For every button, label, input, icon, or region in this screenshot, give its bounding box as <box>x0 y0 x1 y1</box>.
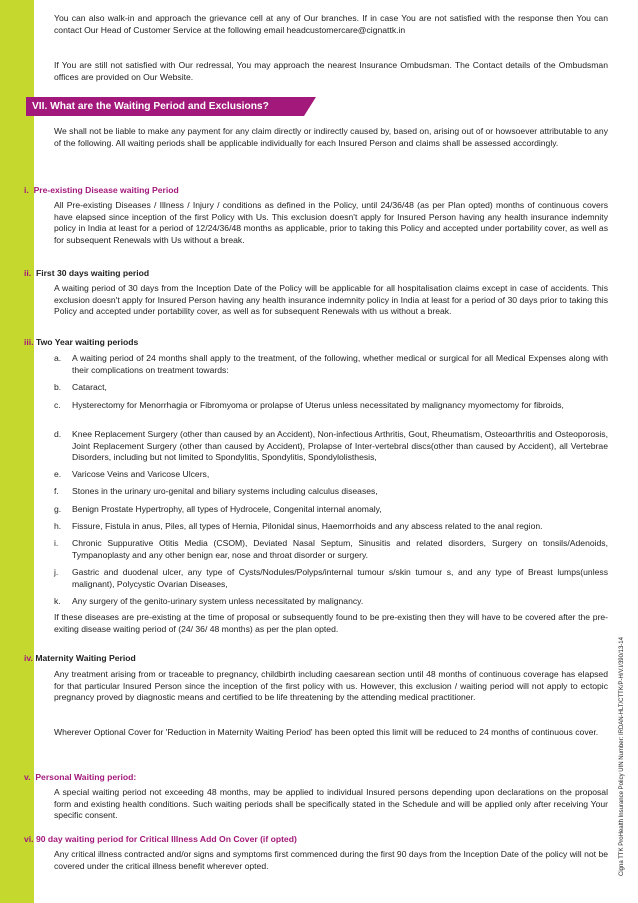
list-item-i <box>54 538 608 561</box>
heading-vi-title: 90 day waiting period for Critical Illness Add On Cover (if opted) <box>35 834 297 844</box>
maternity-text-2: Wherever Optional Cover for 'Reduction in Maternity Waiting Period' has been opted this limit will be reduced to 24 months of continuous cover. <box>54 727 599 737</box>
heading-iv-number: iv. <box>24 653 33 663</box>
list-text: A waiting period of 24 months shall apply to the treatment, of the following, whether medical or surgical for all Medical Expenses along with their complications on treatment towards: <box>72 353 608 375</box>
heading-iii-title: Two Year waiting periods <box>35 337 139 347</box>
list-marker: d. <box>54 429 62 439</box>
heading-v-title: Personal Waiting period: <box>35 772 137 782</box>
list-item-k <box>54 596 608 608</box>
list-text: Chronic Suppurative Otitis Media (CSOM), Deviated Nasal Septum, Sinusitis and related disorders, Surgery on tonsils/Adenoids, Tympanoplasty and any other benign ear, nose and throat disorder or surgery. <box>72 538 608 560</box>
list-marker: a. <box>54 353 62 363</box>
list-text: Stones in the urinary uro-genital and biliary systems including calculus diseases, <box>72 486 378 496</box>
heading-v <box>24 772 136 784</box>
list-marker: j. <box>54 567 59 577</box>
heading-ii <box>24 268 149 280</box>
list-item-b <box>54 382 608 394</box>
list-item-j <box>54 567 608 590</box>
heading-ii-number: ii. <box>24 268 32 278</box>
maternity-text-1: Any treatment arising from or traceable to pregnancy, childbirth including caesarean section until 48 months of continuous coverage has elapsed for that particular Insured Person since the inception of the first policy with us. However, this exclusion / waiting period will not apply to ectopic pregnancy proved by diagnostic means and certified to be life threatening by the attending medical practitioner. <box>54 669 608 703</box>
heading-v-number: v. <box>24 772 31 782</box>
critical-illness-text: Any critical illness contracted and/or signs and symptoms first commenced during the first 90 days from the Inception Date of the policy will not be covered under the critical illness benefit wherever opted. <box>54 849 608 871</box>
left-green-bar <box>0 0 34 903</box>
list-item-g <box>54 504 608 516</box>
heading-iv <box>24 653 136 665</box>
list-marker: b. <box>54 382 62 392</box>
list-item-f <box>54 486 608 498</box>
list-marker: g. <box>54 504 62 514</box>
list-marker: h. <box>54 521 62 531</box>
document-page <box>24 0 608 903</box>
list-text: Fissure, Fistula in anus, Piles, all types of Hernia, Pilonidal sinus, Haemorrhoids and any abscess related to the anal region. <box>72 521 543 531</box>
heading-vi <box>24 834 297 846</box>
list-text: Knee Replacement Surgery (other than caused by an Accident), Non-infectious Arthritis, Gout, Rheumatism, Osteoarthritis and Osteoporosis, Joint Replacement Surgery (other than caused by Accident), Prolapse of Inter-vertebral discs(other than caused by Accident), all Vertebrae Disorders, including but not limited to Spondylitis, Spondylitis, Spondylolisthesis, <box>72 429 608 463</box>
heading-iii <box>24 337 138 349</box>
section-title-banner: VII. What are the Waiting Period and Exclusions? <box>26 97 304 116</box>
list-item-h <box>54 521 608 533</box>
list-marker: e. <box>54 469 62 479</box>
list-item-a <box>54 353 608 376</box>
list-text: Varicose Veins and Varicose Ulcers, <box>72 469 210 479</box>
heading-i <box>24 185 179 197</box>
list-item-d <box>54 429 608 464</box>
list-text: Hysterectomy for Menorrhagia or Fibromyoma or prolapse of Uterus unless necessitated by malignancy myomectomy for fibroids, <box>72 400 564 410</box>
intro-paragraph-1: You can also walk-in and approach the grievance cell at any of Our branches. If in case You are not satisfied with the response then You can contact Our Head of Customer Service at the following email headcustomercare@cignattk.in <box>54 13 608 35</box>
heading-iv-title: Maternity Waiting Period <box>35 653 136 663</box>
heading-i-title: Pre-existing Disease waiting Period <box>33 185 179 195</box>
policy-uin-sidebar: Cigna TTK ProHealth Insurance Policy UIN Number: IRDAN-HLT/CTTK/P-H/V.I/390/13-14 <box>619 637 625 876</box>
intro-paragraph-2: If You are still not satisfied with Our redressal, You may approach the nearest Insurance Ombudsman. The Contact details of the Ombudsman offices are provided on Our Website. <box>54 60 608 82</box>
pre-existing-text: All Pre-existing Diseases / Illness / Injury / conditions as defined in the Policy, until 24/36/48 (as per Plan opted) months of continuous covers have elapsed since inception of the first Policy with Us. This exclusion doesn't apply for Insured Person having any health insurance indemnity policy in India at least for a period of 12/24/36/48 months as applicable, prior to taking this Policy and accepted under portability cover, as well as for subsequent Renewals with Us without a break. <box>54 200 608 245</box>
list-text: Gastric and duodenal ulcer, any type of Cysts/Nodules/Polyps/internal tumour s/skin tumour s, and any type of Breast lumps(unless malignant), Polycystic Ovarian Diseases, <box>72 567 608 589</box>
list-marker: k. <box>54 596 61 606</box>
list-marker: f. <box>54 486 59 496</box>
heading-vi-number: vi. <box>24 834 34 844</box>
list-marker: i. <box>54 538 59 548</box>
two-year-after-text: If these diseases are pre-existing at the time of proposal or subsequently found to be pre-existing then they will have to be covered after the pre-exiting disease waiting period of (24/ 36/ 48 months) as per the plan opted. <box>54 612 608 634</box>
list-marker: c. <box>54 400 61 410</box>
list-item-c <box>54 400 608 412</box>
personal-waiting-text: A special waiting period not exceeding 48 months, may be applied to individual Insured persons depending upon declarations on the proposal form and existing health conditions. Such waiting periods shall be specifically stated in the Schedule and will be applied only after receiving Your specific consent. <box>54 787 608 821</box>
section-intro: We shall not be liable to make any payment for any claim directly or indirectly caused by, based on, arising out of or howsoever attributable to any of the following. All waiting periods shall be applicable individually for each Insured Person and claims shall be assessed accordingly. <box>54 126 608 148</box>
heading-iii-number: iii. <box>24 337 34 347</box>
heading-ii-title: First 30 days waiting period <box>35 268 150 278</box>
first-30-days-text: A waiting period of 30 days from the Inception Date of the Policy will be applicable for all hospitalisation claims except in case of accidents. This exclusion doesn't apply for Insured Person having any health insurance indemnity policy in India at least for a period of 30 days prior to taking this Policy and accepted under portability cover, as well as for subsequent Renewals with us without a break. <box>54 283 608 317</box>
list-item-e <box>54 469 608 481</box>
heading-i-number: i. <box>24 185 29 195</box>
list-text: Any surgery of the genito-urinary system unless necessitated by malignancy. <box>72 596 364 606</box>
list-text: Cataract, <box>72 382 107 392</box>
list-text: Benign Prostate Hypertrophy, all types of Hydrocele, Congenital internal anomaly, <box>72 504 382 514</box>
